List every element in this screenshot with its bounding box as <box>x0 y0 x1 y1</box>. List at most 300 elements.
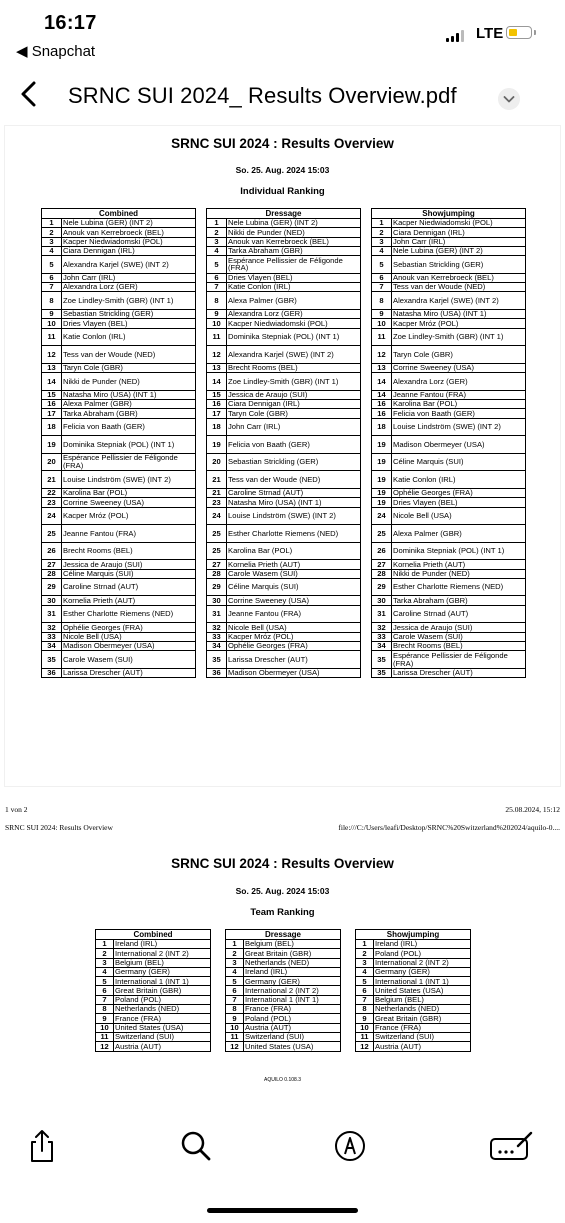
name-cell: Nele Lubina (GER) (INT 2) <box>227 219 361 228</box>
name-cell: Kornelia Prieth (AUT) <box>227 560 361 569</box>
name-cell: International 1 (INT 1) <box>244 995 341 1004</box>
table-row <box>372 363 526 372</box>
pdf-page-2 <box>5 823 560 1093</box>
rank-cell: 18 <box>42 418 62 436</box>
page-date: So. 25. Aug. 2024 15:03 <box>235 165 330 175</box>
back-to-app-link[interactable]: ◀ Snapchat <box>16 43 96 60</box>
rank-cell: 32 <box>372 623 392 632</box>
table-row <box>207 309 361 318</box>
rank-cell: 16 <box>372 399 392 408</box>
share-icon[interactable] <box>22 1126 62 1166</box>
table-row <box>207 373 361 391</box>
page-footer-right: 25.08.2024, 15:12 <box>505 805 560 814</box>
table-row <box>356 977 471 986</box>
rank-cell: 31 <box>42 605 62 623</box>
bottom-toolbar <box>0 1108 565 1188</box>
rank-cell: 6 <box>207 273 227 282</box>
table-row <box>96 958 211 967</box>
table-row <box>372 488 526 497</box>
name-cell: Alexandra Karjel (SWE) (INT 2) <box>227 346 361 364</box>
name-cell: Dominika Stepniak (POL) (INT 1) <box>62 436 196 454</box>
table-row <box>207 498 361 507</box>
home-indicator <box>207 1208 358 1213</box>
section-title: Individual Ranking <box>240 186 325 197</box>
rank-cell: 20 <box>42 453 62 471</box>
name-cell: Karolina Bar (POL) <box>392 399 526 408</box>
name-cell: Alexandra Karjel (SWE) (INT 2) <box>62 256 196 274</box>
table-row <box>226 967 341 976</box>
rank-cell: 14 <box>42 373 62 391</box>
name-cell: Louise Lindström (SWE) (INT 2) <box>392 418 526 436</box>
table-row <box>207 328 361 346</box>
name-cell: Natasha Miro (USA) (INT 1) <box>227 498 361 507</box>
name-cell: Jessica de Araujo (SUI) <box>227 390 361 399</box>
table-row <box>42 623 196 632</box>
table-row <box>372 399 526 408</box>
table-row <box>372 605 526 623</box>
rank-cell: 21 <box>42 471 62 489</box>
table-row <box>207 319 361 328</box>
rank-cell: 31 <box>207 605 227 623</box>
name-cell: Caroline Strnad (AUT) <box>227 488 361 497</box>
rank-cell: 21 <box>207 471 227 489</box>
rank-cell: 27 <box>372 560 392 569</box>
table-row <box>372 498 526 507</box>
markup-icon[interactable] <box>330 1126 370 1166</box>
rank-cell: 24 <box>372 507 392 525</box>
name-cell: Kacper Mróz (POL) <box>62 507 196 525</box>
table-row <box>226 1032 341 1041</box>
rank-cell: 1 <box>42 219 62 228</box>
rank-cell: 35 <box>207 651 227 669</box>
name-cell: Nicole Bell (USA) <box>227 623 361 632</box>
name-cell: Belgium (BEL) <box>374 995 471 1004</box>
rank-cell: 20 <box>207 453 227 471</box>
name-cell: International 2 (INT 2) <box>374 958 471 967</box>
table-row <box>207 651 361 669</box>
table-row <box>372 632 526 641</box>
section-title: Team Ranking <box>250 907 315 918</box>
rank-cell: 4 <box>207 246 227 255</box>
name-cell: Germany (GER) <box>114 967 211 976</box>
rank-cell: 29 <box>207 578 227 596</box>
table-row <box>42 632 196 641</box>
table-row <box>96 949 211 958</box>
table-row <box>226 1014 341 1023</box>
rank-cell: 2 <box>226 949 244 958</box>
name-cell: Corrine Sweeney (USA) <box>392 363 526 372</box>
rank-cell: 19 <box>42 436 62 454</box>
table-row <box>42 641 196 650</box>
table-row <box>42 471 196 489</box>
table-row <box>207 623 361 632</box>
table-row <box>42 605 196 623</box>
name-cell: International 2 (INT 2) <box>244 986 341 995</box>
rank-cell: 11 <box>226 1032 244 1041</box>
name-cell: Anouk van Kerrebroeck (BEL) <box>62 228 196 237</box>
table-row <box>207 418 361 436</box>
name-cell: Alexandra Lorz (GER) <box>392 373 526 391</box>
network-label: LTE <box>476 25 504 42</box>
column-header: Showjumping <box>356 930 471 940</box>
table-row <box>42 319 196 328</box>
name-cell: Switzerland (SUI) <box>244 1032 341 1041</box>
table-row <box>207 256 361 274</box>
search-icon[interactable] <box>176 1126 216 1166</box>
name-cell: Tess van der Woude (NED) <box>62 346 196 364</box>
table-row <box>356 1032 471 1041</box>
table-row <box>42 542 196 560</box>
table-row <box>207 363 361 372</box>
table-row <box>207 569 361 578</box>
rank-cell: 34 <box>372 641 392 650</box>
pdf-viewer[interactable] <box>0 126 565 1090</box>
rank-cell: 30 <box>372 596 392 605</box>
name-cell: Natasha Miro (USA) (INT 1) <box>62 390 196 399</box>
table-row <box>207 273 361 282</box>
table-row <box>42 373 196 391</box>
table-row <box>42 507 196 525</box>
table-row <box>356 1005 471 1014</box>
table-row <box>207 641 361 650</box>
rank-cell: 14 <box>372 390 392 399</box>
rank-cell: 2 <box>207 228 227 237</box>
table-row <box>42 596 196 605</box>
table-row <box>372 237 526 246</box>
rank-cell: 5 <box>96 977 114 986</box>
table-row <box>372 273 526 282</box>
rank-cell: 14 <box>372 373 392 391</box>
rank-cell: 29 <box>372 578 392 596</box>
table-row <box>372 436 526 454</box>
rank-cell: 21 <box>207 488 227 497</box>
name-cell: Zoe Lindley-Smith (GBR) (INT 1) <box>392 328 526 346</box>
table-row <box>207 346 361 364</box>
table-row <box>42 651 196 669</box>
name-cell: Céline Marquis (SUI) <box>392 453 526 471</box>
name-cell: Dries Vlayen (BEL) <box>392 498 526 507</box>
table-row <box>42 668 196 677</box>
table-row <box>42 363 196 372</box>
table-row <box>96 1023 211 1032</box>
table-row <box>356 949 471 958</box>
name-cell: Corrine Sweeney (USA) <box>227 596 361 605</box>
rank-cell: 6 <box>356 986 374 995</box>
table-row <box>372 507 526 525</box>
name-cell: Nikki de Punder (NED) <box>227 228 361 237</box>
rank-cell: 2 <box>356 949 374 958</box>
table-row <box>356 967 471 976</box>
name-cell: Esther Charlotte Riemens (NED) <box>62 605 196 623</box>
rank-cell: 7 <box>356 995 374 1004</box>
table-row <box>42 560 196 569</box>
table-row <box>372 346 526 364</box>
table-row <box>42 399 196 408</box>
rank-cell: 7 <box>207 283 227 292</box>
rank-cell: 23 <box>42 498 62 507</box>
name-cell: Larissa Drescher (AUT) <box>227 651 361 669</box>
rank-cell: 11 <box>96 1032 114 1041</box>
table-row <box>207 525 361 543</box>
rank-cell: 10 <box>96 1023 114 1032</box>
name-cell: Espérance Pellissier de Féligonde (FRA) <box>227 256 361 274</box>
table-row <box>207 471 361 489</box>
table-row <box>96 940 211 949</box>
rank-cell: 25 <box>372 525 392 543</box>
name-cell: Netherlands (NED) <box>374 1005 471 1014</box>
table-row <box>372 319 526 328</box>
table-row <box>42 346 196 364</box>
name-cell: Netherlands (NED) <box>114 1005 211 1014</box>
rank-cell: 15 <box>207 390 227 399</box>
table-row <box>42 237 196 246</box>
name-cell: Austria (AUT) <box>114 1042 211 1051</box>
rank-cell: 6 <box>96 986 114 995</box>
rank-cell: 17 <box>42 409 62 418</box>
table-row <box>372 246 526 255</box>
rank-cell: 34 <box>207 641 227 650</box>
rank-cell: 28 <box>42 569 62 578</box>
rank-cell: 18 <box>207 418 227 436</box>
name-cell: Nele Lubina (GER) (INT 2) <box>62 219 196 228</box>
rank-cell: 11 <box>207 328 227 346</box>
table-row <box>207 453 361 471</box>
name-cell: Alexandra Lorz (GER) <box>227 309 361 318</box>
name-cell: Karolina Bar (POL) <box>227 542 361 560</box>
name-cell: Belgium (BEL) <box>114 958 211 967</box>
name-cell: Caroline Strnad (AUT) <box>392 605 526 623</box>
name-cell: Taryn Cole (GBR) <box>227 409 361 418</box>
table-row <box>372 292 526 310</box>
table-row <box>207 219 361 228</box>
team-combined-table <box>95 929 211 1052</box>
rank-cell: 7 <box>226 995 244 1004</box>
name-cell: Dominika Stepniak (POL) (INT 1) <box>227 328 361 346</box>
rank-cell: 7 <box>372 283 392 292</box>
table-row <box>207 283 361 292</box>
name-cell: Kornelia Prieth (AUT) <box>62 596 196 605</box>
rank-cell: 33 <box>372 632 392 641</box>
table-row <box>207 542 361 560</box>
name-cell: Alexa Palmer (GBR) <box>62 399 196 408</box>
name-cell: Madison Obermeyer (USA) <box>227 668 361 677</box>
pdf-page-1 <box>5 126 560 814</box>
name-cell: International 1 (INT 1) <box>374 977 471 986</box>
name-cell: Tess van der Woude (NED) <box>227 471 361 489</box>
name-cell: Céline Marquis (SUI) <box>227 578 361 596</box>
rank-cell: 7 <box>42 283 62 292</box>
name-cell: Germany (GER) <box>244 977 341 986</box>
individual-combined-table <box>41 208 196 678</box>
rank-cell: 8 <box>96 1005 114 1014</box>
rank-cell: 13 <box>207 363 227 372</box>
rank-cell: 9 <box>42 309 62 318</box>
table-row <box>42 219 196 228</box>
table-row <box>207 578 361 596</box>
table-row <box>42 453 196 471</box>
rank-cell: 17 <box>207 409 227 418</box>
page-title: SRNC SUI 2024 : Results Overview <box>171 856 394 871</box>
table-row <box>96 977 211 986</box>
table-row <box>42 578 196 596</box>
table-row <box>226 995 341 1004</box>
rank-cell: 24 <box>207 507 227 525</box>
name-cell: International 2 (INT 2) <box>114 949 211 958</box>
table-row <box>207 237 361 246</box>
rank-cell: 14 <box>207 373 227 391</box>
rank-cell: 1 <box>372 219 392 228</box>
name-cell: Caroline Strnad (AUT) <box>62 578 196 596</box>
rank-cell: 35 <box>372 668 392 677</box>
rank-cell: 19 <box>372 471 392 489</box>
rank-cell: 6 <box>372 273 392 282</box>
document-title: SRNC SUI 2024_ Results Overview.pdf <box>68 83 457 108</box>
table-row <box>42 228 196 237</box>
name-cell: John Carr (IRL) <box>227 418 361 436</box>
name-cell: Ophélie Georges (FRA) <box>227 641 361 650</box>
table-row <box>356 958 471 967</box>
name-cell: Great Britain (GBR) <box>114 986 211 995</box>
name-cell: John Carr (IRL) <box>392 237 526 246</box>
name-cell: Dominika Stepniak (POL) (INT 1) <box>392 542 526 560</box>
name-cell: Corrine Sweeney (USA) <box>62 498 196 507</box>
rank-cell: 2 <box>372 228 392 237</box>
rank-cell: 3 <box>42 237 62 246</box>
table-row <box>96 1014 211 1023</box>
rank-cell: 19 <box>207 436 227 454</box>
table-row <box>356 995 471 1004</box>
rank-cell: 8 <box>207 292 227 310</box>
table-row <box>226 986 341 995</box>
rank-cell: 3 <box>207 237 227 246</box>
table-row <box>372 578 526 596</box>
name-cell: France (FRA) <box>244 1005 341 1014</box>
rank-cell: 12 <box>372 346 392 364</box>
name-cell: Austria (AUT) <box>244 1023 341 1032</box>
name-cell: Esther Charlotte Riemens (NED) <box>392 578 526 596</box>
name-cell: Alexandra Lorz (GER) <box>62 283 196 292</box>
table-row <box>207 632 361 641</box>
table-row <box>372 328 526 346</box>
rank-cell: 11 <box>372 328 392 346</box>
name-cell: Sebastian Strickling (GER) <box>62 309 196 318</box>
rank-cell: 6 <box>226 986 244 995</box>
name-cell: Carole Wasem (SUI) <box>392 632 526 641</box>
table-row <box>372 471 526 489</box>
name-cell: Tarka Abraham (GBR) <box>392 596 526 605</box>
table-row <box>96 1032 211 1041</box>
rank-cell: 2 <box>42 228 62 237</box>
table-row <box>356 1042 471 1051</box>
column-header: Combined <box>42 209 196 219</box>
name-cell: Carole Wasem (SUI) <box>62 651 196 669</box>
rank-cell: 6 <box>42 273 62 282</box>
rank-cell: 1 <box>356 940 374 949</box>
rank-cell: 11 <box>42 328 62 346</box>
rank-cell: 29 <box>42 578 62 596</box>
table-row <box>226 949 341 958</box>
back-chevron-icon[interactable] <box>14 78 46 110</box>
table-row <box>372 228 526 237</box>
rank-cell: 32 <box>42 623 62 632</box>
name-cell: Dries Vlayen (BEL) <box>227 273 361 282</box>
rank-cell: 3 <box>96 958 114 967</box>
table-row <box>42 409 196 418</box>
table-row <box>372 542 526 560</box>
rank-cell: 9 <box>372 309 392 318</box>
name-cell: Anouk van Kerrebroeck (BEL) <box>227 237 361 246</box>
column-header: Showjumping <box>372 209 526 219</box>
table-row <box>372 373 526 391</box>
chevron-down-icon[interactable] <box>498 88 520 110</box>
rank-cell: 31 <box>372 605 392 623</box>
rank-cell: 28 <box>372 569 392 578</box>
table-row <box>226 1042 341 1051</box>
rank-cell: 9 <box>356 1014 374 1023</box>
rank-cell: 5 <box>42 256 62 274</box>
table-row <box>207 488 361 497</box>
rank-cell: 1 <box>226 940 244 949</box>
table-row <box>207 560 361 569</box>
table-row <box>42 488 196 497</box>
table-row <box>207 399 361 408</box>
table-row <box>207 390 361 399</box>
rank-cell: 34 <box>42 641 62 650</box>
name-cell: Katie Conlon (IRL) <box>62 328 196 346</box>
name-cell: Kacper Niedwiadomski (POL) <box>392 219 526 228</box>
table-row <box>226 1023 341 1032</box>
table-row <box>356 940 471 949</box>
name-cell: Larissa Drescher (AUT) <box>392 668 526 677</box>
name-cell: Tarka Abraham (GBR) <box>62 409 196 418</box>
table-row <box>96 967 211 976</box>
page-date: So. 25. Aug. 2024 15:03 <box>235 886 330 896</box>
table-row <box>96 995 211 1004</box>
name-cell: Felicia von Baath (GER) <box>62 418 196 436</box>
name-cell: Ireland (IRL) <box>374 940 471 949</box>
rank-cell: 3 <box>226 958 244 967</box>
table-row <box>42 525 196 543</box>
name-cell: Louise Lindström (SWE) (INT 2) <box>62 471 196 489</box>
table-row <box>372 219 526 228</box>
rank-cell: 5 <box>372 256 392 274</box>
name-cell: Great Britain (GBR) <box>244 949 341 958</box>
name-cell: Jessica de Araujo (SUI) <box>392 623 526 632</box>
name-cell: International 1 (INT 1) <box>114 977 211 986</box>
table-row <box>372 623 526 632</box>
page-title: SRNC SUI 2024 : Results Overview <box>171 136 394 151</box>
name-cell: Tarka Abraham (GBR) <box>227 246 361 255</box>
rank-cell: 12 <box>356 1042 374 1051</box>
name-cell: Nele Lubina (GER) (INT 2) <box>392 246 526 255</box>
rank-cell: 24 <box>42 507 62 525</box>
table-row <box>372 569 526 578</box>
name-cell: Sebastian Strickling (GER) <box>227 453 361 471</box>
name-cell: Kacper Mróz (POL) <box>392 319 526 328</box>
rank-cell: 4 <box>96 967 114 976</box>
name-cell: Dries Vlayen (BEL) <box>62 319 196 328</box>
name-cell: Felicia von Baath (GER) <box>227 436 361 454</box>
table-row <box>372 256 526 274</box>
table-row <box>96 986 211 995</box>
rank-cell: 33 <box>42 632 62 641</box>
name-cell: Tess van der Woude (NED) <box>392 283 526 292</box>
name-cell: Sebastian Strickling (GER) <box>392 256 526 274</box>
table-row <box>42 246 196 255</box>
table-row <box>356 1023 471 1032</box>
annotate-icon[interactable] <box>488 1126 534 1166</box>
name-cell: Brecht Rooms (BEL) <box>62 542 196 560</box>
